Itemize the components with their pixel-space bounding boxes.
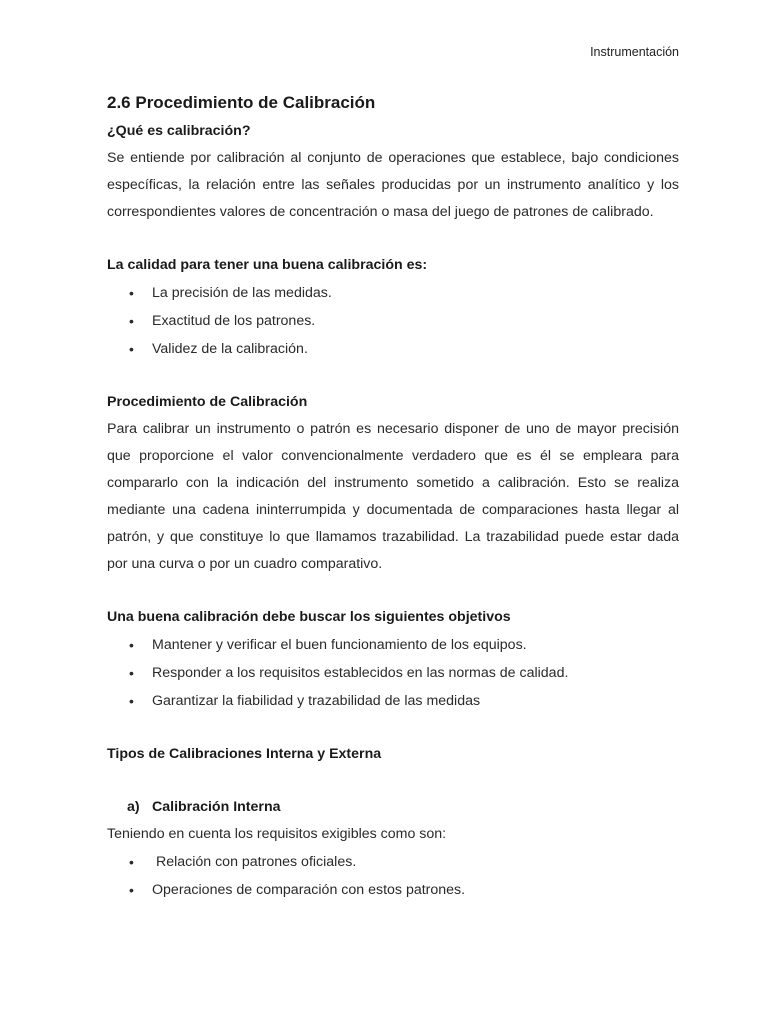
internal-calibration-heading bbox=[107, 794, 679, 821]
list-item-text: Garantizar la fiabilidad y trazabilidad de las medidas bbox=[152, 693, 481, 709]
procedure-heading: Procedimiento de Calibración bbox=[107, 394, 308, 410]
list-item bbox=[107, 279, 679, 307]
document-content bbox=[107, 90, 679, 904]
bullet-icon: • bbox=[129, 665, 134, 681]
bullet-icon: • bbox=[129, 693, 134, 709]
what-is-calibration-paragraph: Se entiende por calibración al conjunto de operaciones que establece, bajo condiciones específicas, la relación entre las señales producidas por un instrumento analítico y los correspondientes valores de concentración o masa del juego de patrones de calibrado. bbox=[107, 150, 679, 220]
objectives-list bbox=[107, 631, 679, 715]
list-item-text: Mantener y verificar el buen funcionamiento de los equipos. bbox=[152, 637, 527, 653]
internal-calibration-list bbox=[107, 848, 679, 904]
objectives-heading: Una buena calibración debe buscar los siguientes objetivos bbox=[107, 609, 511, 625]
list-item bbox=[107, 876, 679, 904]
list-marker: a) bbox=[127, 799, 140, 815]
quality-list bbox=[107, 279, 679, 363]
bullet-icon: • bbox=[129, 341, 134, 357]
bullet-icon: • bbox=[129, 313, 134, 329]
list-item-text: Exactitud de los patrones. bbox=[152, 313, 316, 329]
procedure-paragraph: Para calibrar un instrumento o patrón es necesario disponer de uno de mayor precisión que proporcione el valor convencionalmente verdadero que es él se empleara para compararlo con la indicación del instrumento sometido a calibración. Esto se realiza mediante una cadena ininterrumpida y documentada de comparaciones hasta llegar al patrón, y que constituye lo que llamamos trazabilidad. La trazabilidad puede estar dada por una curva o por un cuadro comparativo. bbox=[107, 421, 679, 572]
what-is-calibration-heading: ¿Qué es calibración? bbox=[107, 123, 251, 139]
internal-calibration-title: Calibración Interna bbox=[152, 799, 281, 815]
list-item-text: Responder a los requisitos establecidos en las normas de calidad. bbox=[152, 665, 569, 681]
bullet-icon: • bbox=[129, 285, 134, 301]
internal-calibration-intro: Teniendo en cuenta los requisitos exigibles como son: bbox=[107, 826, 447, 842]
list-item bbox=[107, 659, 679, 687]
list-item-text: Relación con patrones oficiales. bbox=[152, 854, 357, 870]
list-item-text: La precisión de las medidas. bbox=[152, 285, 332, 301]
list-item-text: Operaciones de comparación con estos patrones. bbox=[152, 882, 466, 898]
list-item bbox=[107, 335, 679, 363]
list-item-text: Validez de la calibración. bbox=[152, 341, 308, 357]
quality-heading: La calidad para tener una buena calibración es: bbox=[107, 257, 428, 273]
bullet-icon: • bbox=[129, 882, 134, 898]
running-header: Instrumentación bbox=[590, 45, 679, 59]
types-heading: Tipos de Calibraciones Interna y Externa bbox=[107, 746, 382, 762]
bullet-icon: • bbox=[129, 637, 134, 653]
bullet-icon: • bbox=[129, 854, 134, 870]
list-item bbox=[107, 631, 679, 659]
section-title: 2.6 Procedimiento de Calibración bbox=[107, 93, 376, 112]
list-item bbox=[107, 307, 679, 335]
list-item bbox=[107, 687, 679, 715]
list-item bbox=[107, 848, 679, 876]
